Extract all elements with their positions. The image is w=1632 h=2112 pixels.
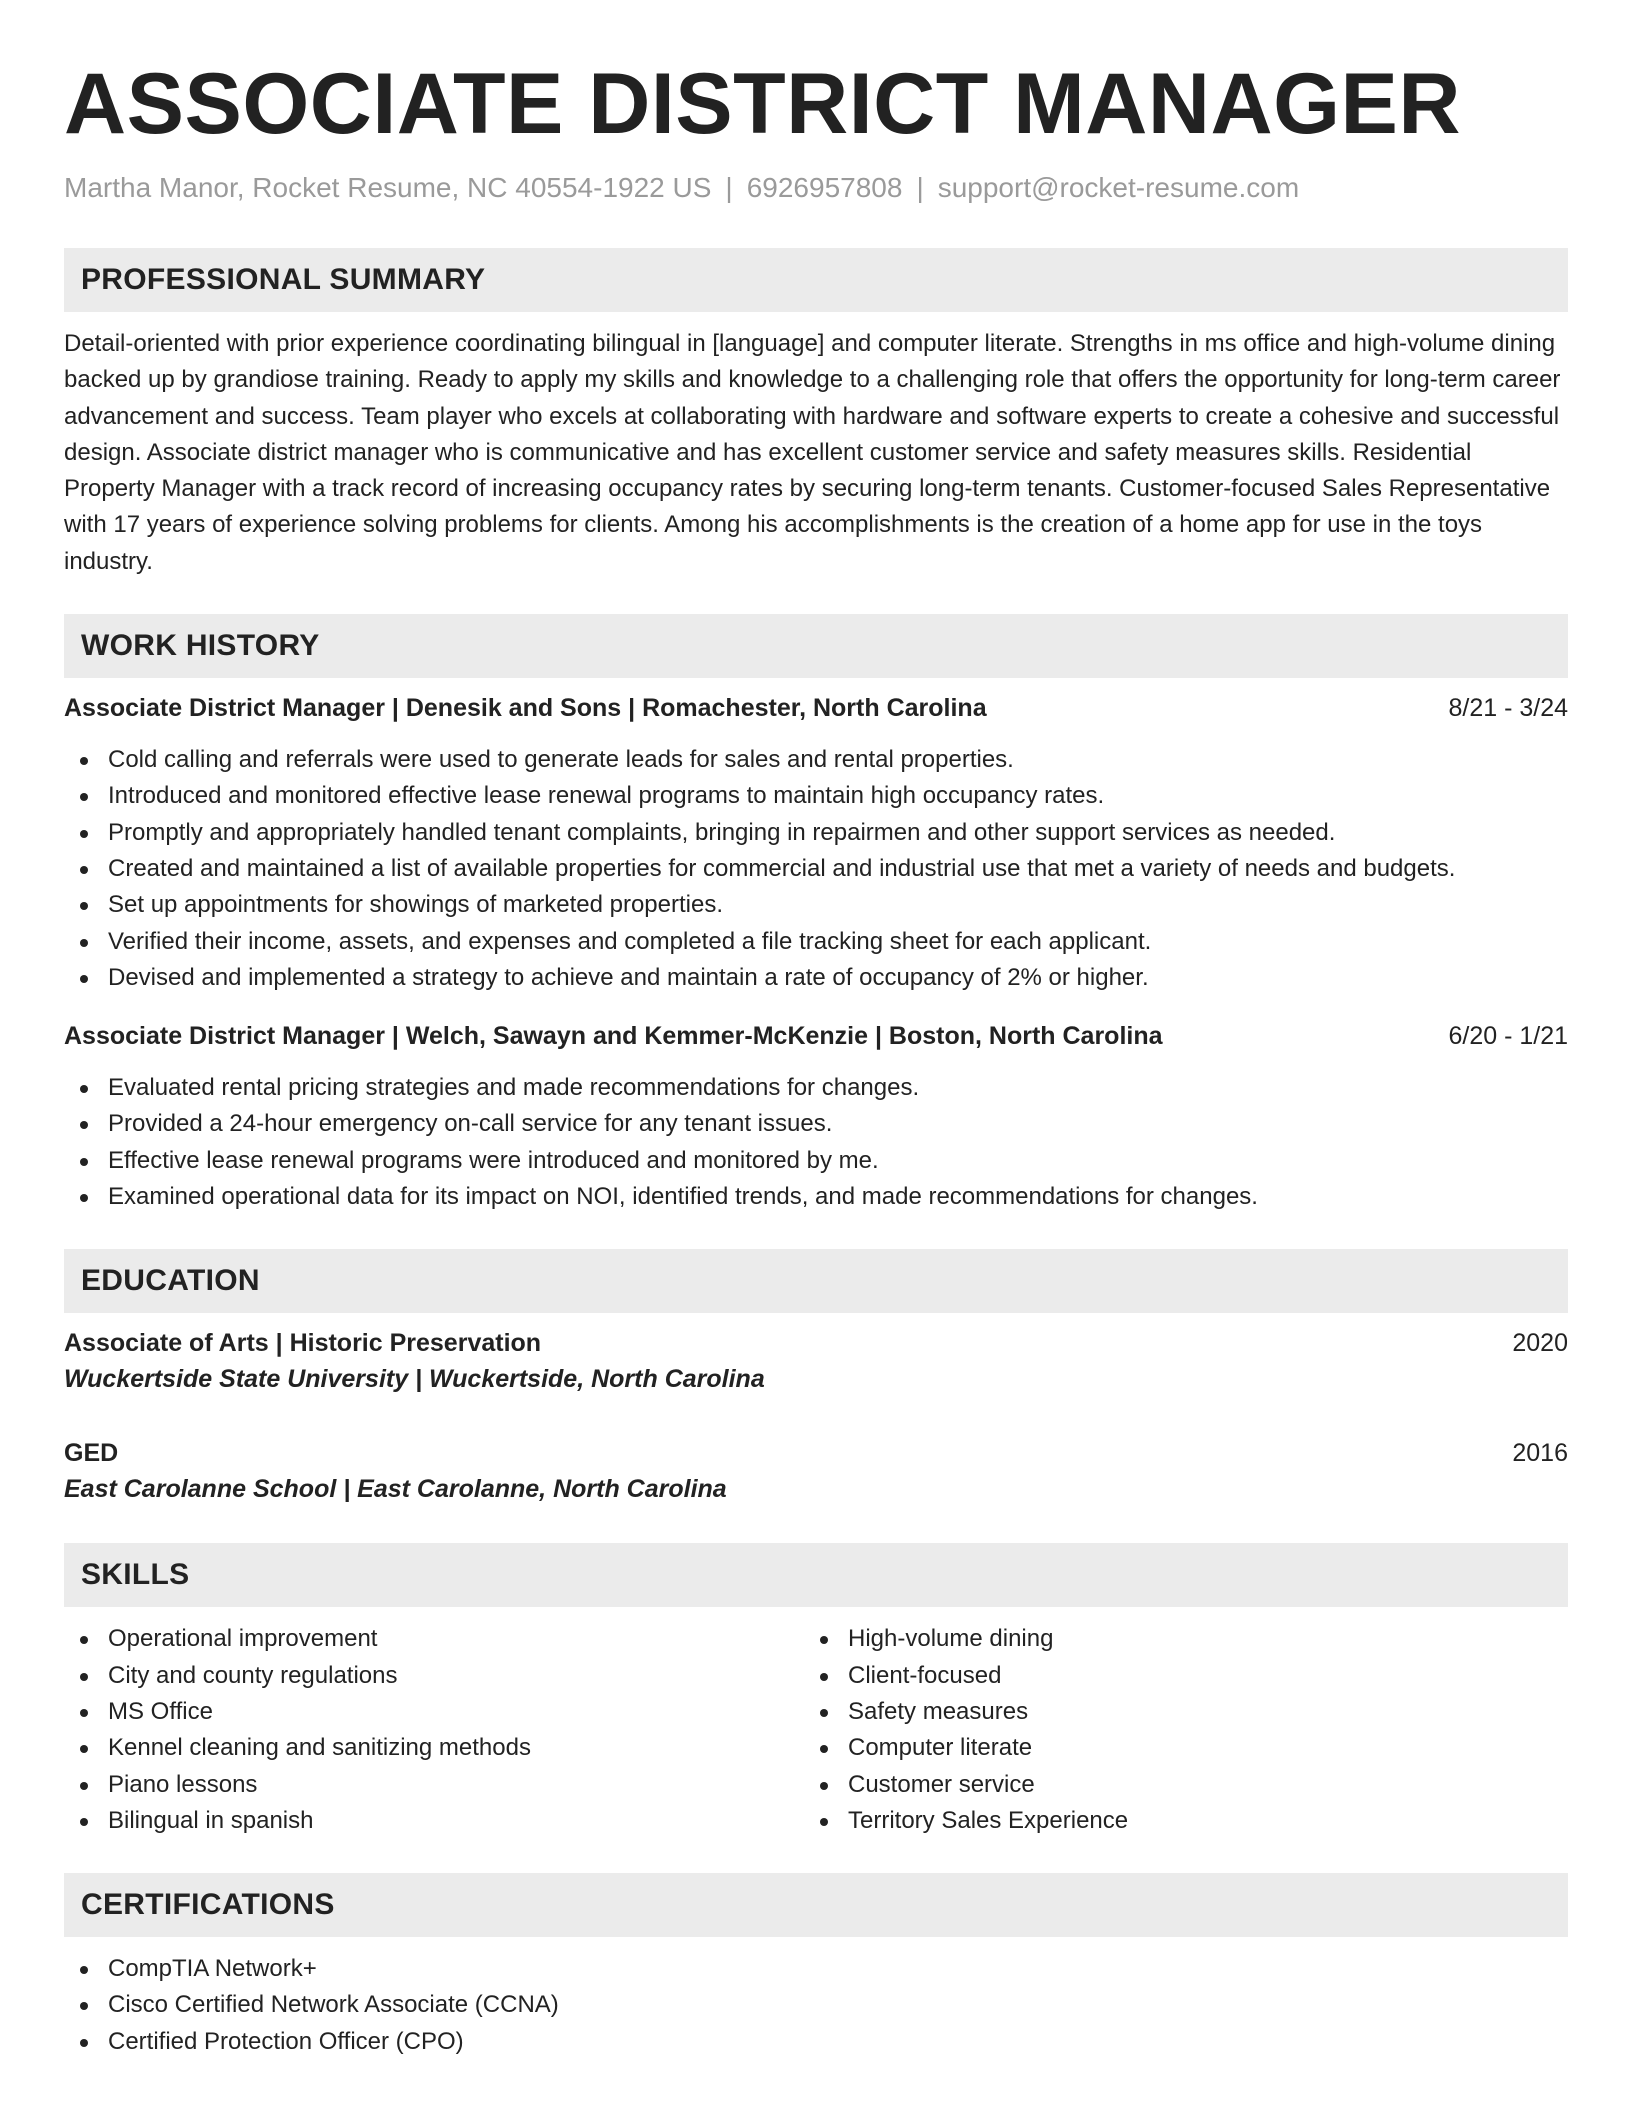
list-item: Created and maintained a list of available properties for commercial and industrial use that met a variety of needs and budgets. [64,851,1568,887]
section-heading-summary: PROFESSIONAL SUMMARY [64,248,1568,312]
section-heading-skills: SKILLS [64,1543,1568,1607]
skill-item: Kennel cleaning and sanitizing methods [64,1730,804,1766]
contact-separator: | [916,172,924,203]
list-item: Promptly and appropriately handled tenant complaints, bringing in repairmen and other support services as needed. [64,815,1568,851]
education-school: East Carolanne School | East Carolanne, North Carolina [64,1475,727,1504]
job-dates: 6/20 - 1/21 [1448,1022,1568,1051]
list-item: Verified their income, assets, and expenses and completed a file tracking sheet for each applicant. [64,924,1568,960]
list-item: Effective lease renewal programs were introduced and monitored by me. [64,1143,1568,1179]
skill-item: Operational improvement [64,1621,804,1657]
education-year: 2020 [1512,1329,1568,1358]
contact-phone: 6926957808 [746,172,903,203]
certification-item: Cisco Certified Network Associate (CCNA) [64,1987,1568,2023]
education-school: Wuckertside State University | Wuckertside, North Carolina [64,1365,765,1394]
contact-email: support@rocket-resume.com [937,172,1300,203]
certification-item: CompTIA Network+ [64,1951,1568,1987]
job-bullets [64,742,1568,996]
job-header [64,690,1568,726]
list-item: Introduced and monitored effective lease renewal programs to maintain high occupancy rates. [64,778,1568,814]
job-header [64,1018,1568,1054]
job-title: Associate District Manager | Denesik and Sons | Romachester, North Carolina [64,694,987,723]
skill-item: Bilingual in spanish [64,1803,804,1839]
skill-item: Client-focused [804,1658,1544,1694]
certifications-list [64,1951,1568,2060]
contact-separator: | [725,172,733,203]
skill-item: City and county regulations [64,1658,804,1694]
education-header [64,1325,1568,1361]
education-header [64,1435,1568,1471]
job-title: Associate District Manager | Welch, Sawayn and Kemmer-McKenzie | Boston, North Carolina [64,1022,1163,1051]
contact-line [64,170,1568,206]
skills-column-left [64,1621,804,1839]
job-entry [64,1018,1568,1215]
section-heading-education: EDUCATION [64,1249,1568,1313]
job-dates: 8/21 - 3/24 [1448,694,1568,723]
skill-item: Computer literate [804,1730,1544,1766]
skill-item: High-volume dining [804,1621,1544,1657]
job-bullets [64,1070,1568,1215]
summary-text: Detail-oriented with prior experience coordinating bilingual in [language] and computer literate. Strengths in ms office and high-volume dining backed up by grandiose training. Ready to apply my skills and knowledge to a challenging role that offers the opportunity for long-term career advancement and success. Team player who excels at collaborating with hardware and software experts to create a cohesive and successful design. Associate district manager who is communicative and has excellent customer service and safety measures skills. Residential Property Manager with a track record of increasing occupancy rates by securing long-term tenants. Customer-focused Sales Representative with 17 years of experience solving problems for clients. Among his accomplishments is the creation of a home app for use in the toys industry. [64,330,1561,575]
education-degree: GED [64,1439,119,1468]
section-heading-work: WORK HISTORY [64,614,1568,678]
skill-item: Territory Sales Experience [804,1803,1544,1839]
list-item: Evaluated rental pricing strategies and made recommendations for changes. [64,1070,1568,1106]
skill-item: Safety measures [804,1694,1544,1730]
skill-item: MS Office [64,1694,804,1730]
skills-column-right [804,1621,1544,1839]
list-item: Examined operational data for its impact on NOI, identified trends, and made recommendations for changes. [64,1179,1568,1215]
certification-item: Certified Protection Officer (CPO) [64,2024,1568,2060]
list-item: Cold calling and referrals were used to generate leads for sales and rental properties. [64,742,1568,778]
education-year: 2016 [1512,1439,1568,1468]
education-degree: Associate of Arts | Historic Preservation [64,1329,542,1358]
skill-item: Customer service [804,1767,1544,1803]
section-heading-certifications: CERTIFICATIONS [64,1873,1568,1937]
contact-address: Martha Manor, Rocket Resume, NC 40554-1922 US [64,172,712,203]
education-entry [64,1435,1568,1507]
skill-item: Piano lessons [64,1767,804,1803]
list-item: Provided a 24-hour emergency on-call service for any tenant issues. [64,1106,1568,1142]
education-entry [64,1325,1568,1397]
job-entry [64,690,1568,996]
resume-name-title: ASSOCIATE DISTRICT MANAGER [64,56,1461,152]
list-item: Devised and implemented a strategy to achieve and maintain a rate of occupancy of 2% or higher. [64,960,1568,996]
list-item: Set up appointments for showings of marketed properties. [64,887,1568,923]
skills-grid [64,1621,1568,1839]
